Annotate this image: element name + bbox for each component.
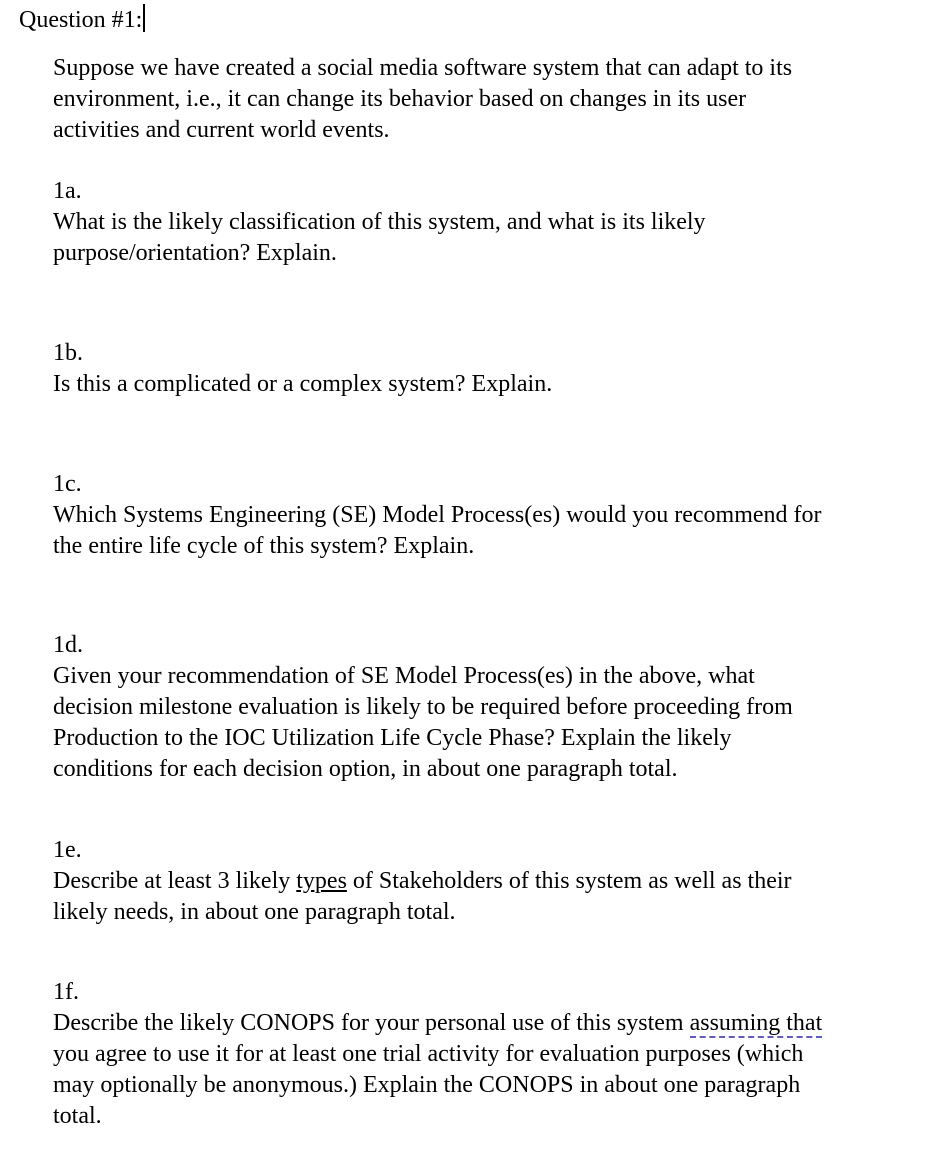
- part-text-line: conditions for each decision option, in about one paragraph total.: [53, 756, 678, 782]
- part-label: 1a.: [53, 178, 82, 204]
- part-label: 1d.: [53, 632, 83, 658]
- text-cursor: [143, 4, 145, 32]
- intro-paragraph: [53, 53, 933, 146]
- underlined-word: types: [296, 868, 347, 894]
- part-text-line: you agree to use it for at least one trial activity for evaluation purposes (which: [53, 1041, 804, 1067]
- part-1f: [53, 977, 933, 1132]
- part-text-line: Is this a complicated or a complex system? Explain.: [53, 371, 553, 397]
- grammar-flagged-phrase[interactable]: assuming that: [689, 1010, 823, 1036]
- question-title: [19, 4, 145, 36]
- text-run: Describe the likely CONOPS for your personal use of this system: [53, 1010, 690, 1036]
- part-label: 1f.: [53, 979, 79, 1005]
- part-text-line: decision milestone evaluation is likely to be required before proceeding from: [53, 694, 793, 720]
- part-text-line: total.: [53, 1103, 102, 1129]
- part-text-line: Given your recommendation of SE Model Process(es) in the above, what: [53, 663, 755, 689]
- text-run: Describe at least 3 likely: [53, 868, 297, 894]
- part-1e: [53, 835, 933, 928]
- part-1d: [53, 630, 933, 785]
- part-1b: [53, 338, 933, 400]
- question-title-text: Question #1:: [19, 7, 143, 33]
- part-text-line: [53, 866, 933, 897]
- part-text-line: the entire life cycle of this system? Explain.: [53, 533, 475, 559]
- part-text-line: purpose/orientation? Explain.: [53, 240, 337, 266]
- part-text-line: may optionally be anonymous.) Explain the CONOPS in about one paragraph: [53, 1072, 801, 1098]
- intro-line: activities and current world events.: [53, 117, 390, 143]
- part-1c: [53, 469, 933, 562]
- part-text-line: Production to the IOC Utilization Life Cycle Phase? Explain the likely: [53, 725, 732, 751]
- part-label: 1b.: [53, 340, 83, 366]
- part-text-line: [53, 1008, 933, 1039]
- part-label: 1c.: [53, 471, 82, 497]
- part-text-line: likely needs, in about one paragraph total.: [53, 899, 456, 925]
- intro-line: Suppose we have created a social media software system that can adapt to its: [53, 55, 793, 81]
- part-text-line: What is the likely classification of this system, and what is its likely: [53, 209, 706, 235]
- part-1a: [53, 176, 933, 269]
- part-text-line: Which Systems Engineering (SE) Model Process(es) would you recommend for: [53, 502, 822, 528]
- part-label: 1e.: [53, 837, 82, 863]
- text-run: of Stakeholders of this system as well as their: [346, 868, 792, 894]
- intro-line: environment, i.e., it can change its behavior based on changes in its user: [53, 86, 747, 112]
